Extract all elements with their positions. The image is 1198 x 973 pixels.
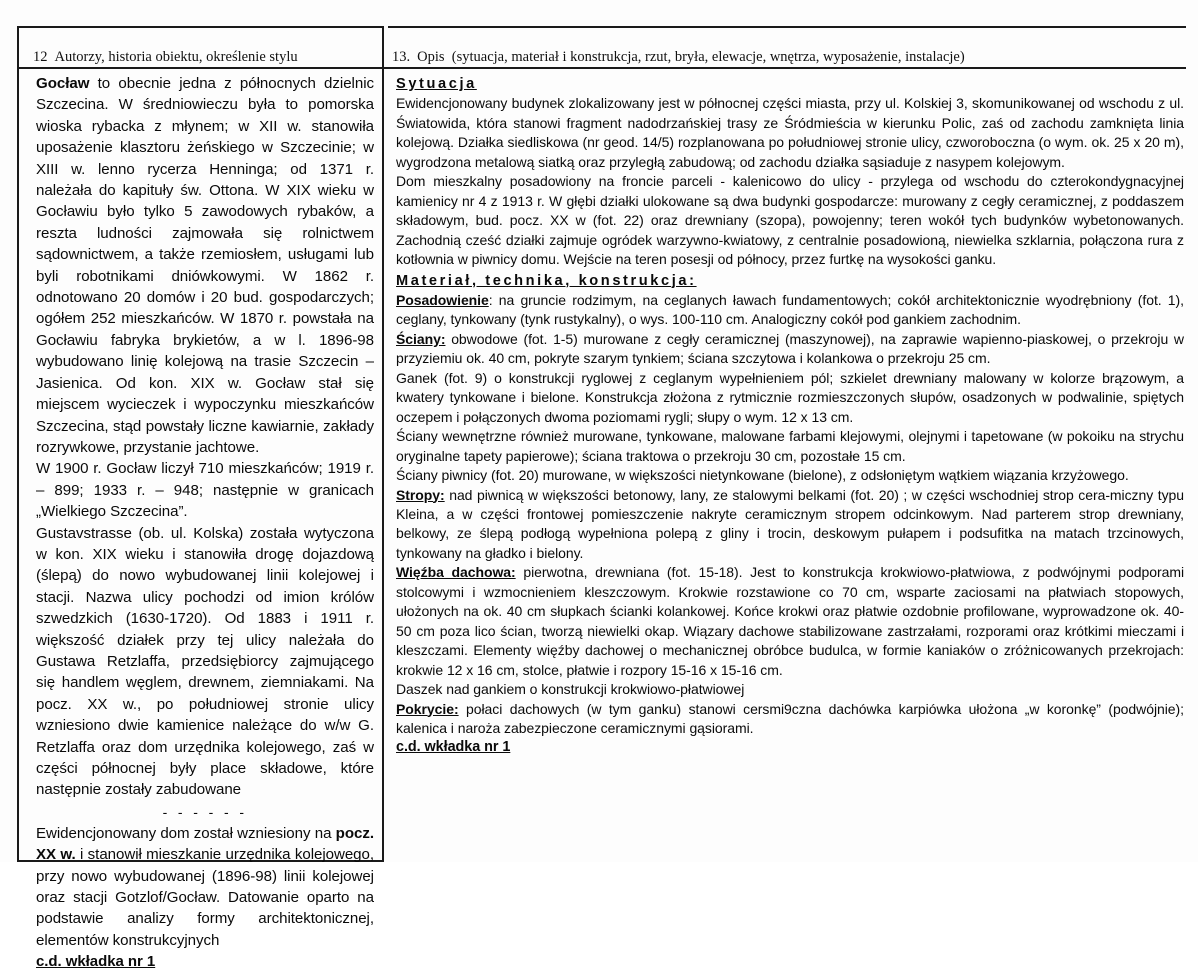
left-column-body	[36, 73, 374, 973]
sytuacja-paragraph-2: Dom mieszkalny posadowiony na froncie parceli - kalenicowo do ulicy - przylega od wschodu do czterokondygnacyjnej kamienicy nr 4 z 1913 r. W głębi działki ulokowane są dwa budynki gospodarcze: murowany z cegły ceramicznej, z poddaszem składowym, bud. pocz. XX w (fot. 22) oraz drewniany (szopa), powojenny; teren wokół tych budynków wybetonowanych. Zachodnią cześć działki zajmuje ogródek warzywno-kwiatowy, z centralnie posadowioną, niewielka szklarnia, połączona rura z kotłownia w piwnicy domu. Wejście na teren posesji od północy, przez furtkę na wysokości ganku.	[396, 173, 1184, 268]
entry-sciany-text: obwodowe (fot. 1-5) murowane z cegły ceramicznej (maszynowej), na zaprawie wapienno-piaskowej, o przekroju w przyziemiu ok. 40 cm, pokryte szarym tynkiem; ściana szczytowa i kolankowa o przekroju 25 cm.	[396, 330, 1184, 367]
entry-posadowienie-text: na gruncie rodzimym, na ceglanych ławach fundamentowych; cokół architektonicznie wyodrębniony (fot. 1), ceglany, tynkowany (tynk rustykalny), o wys. 100-110 cm. Analogiczny cokół pod gankiem zachodnim.	[396, 291, 1184, 328]
page-border-left	[17, 26, 19, 862]
right-column-header	[392, 49, 965, 66]
right-column-body	[396, 73, 1184, 758]
left-column-header-number: 12	[33, 49, 48, 65]
entry-stropy-label: Stropy:	[396, 486, 445, 503]
header-rule-right	[384, 67, 1186, 69]
entry-wiezba-dachowa	[396, 563, 1184, 680]
paragraph-historia-1-lead: Gocław	[36, 75, 90, 92]
entry-wiezba-dachowa-label: Więźba dachowa:	[396, 564, 516, 581]
left-column-header-title: Autorzy, historia obiektu, określenie stylu	[54, 49, 298, 65]
sytuacja-paragraph-1: Ewidencjonowany budynek zlokalizowany jest w północnej części miasta, przy ul. Kolskiej 3, skomunikowanej od wschodu z ul. Światowida, która stanowi fragment nadodrzańskiej trasy ze Śródmieścia w kierunku Polic, zaś od zachodu zamknięta linia kolejową. Działka siedliskowa (nr geod. 14/5) rozplanowana po południowej stronie ulicy, czworoboczna (o wym. ok. 25 x 20 m), wygrodzona metalową siatką oraz przyległą zabudową; od zachodu działka sąsiaduje z nasypem kolejowym.	[396, 95, 1184, 170]
entry-wiezba-dachowa-text: pierwotna, drewniana (fot. 15-18). Jest to konstrukcja krokwiowo-płatwiowa, z podwójnymi podporami stolcowymi i wzmocnieniem kleszczowym. Krokwie rozstawione co 70 cm, wsparte zaciosami na płatwiach stopowych, ułożonych na ok. 40 cm słupkach ścianki kolankowej. Końce krokwi oraz płatwie ozdobnie profilowane, wyprowadzone ok. 40-50 cm poza lico ścian, tworzą niewielki okap. Wiązary dachowe stabilizowane zastrzałami, rozporami oraz krótkimi mieczami i kleszczami. Elementy więźby dachowej o mechanicznej obróbce budulca, w formie kaniaków o zróżnicowanych przekrojach: krokwie 12 x 16 cm, stolce, płatwie i rozpory 15-16 x 15-16 cm.	[396, 564, 1184, 678]
paragraph-historia-1	[36, 73, 374, 458]
entry-stropy-text: nad piwnicą w większości betonowy, lany, ze stalowymi belkami (fot. 20) ; w części wschodniej strop cera-miczny typu Kleina, a w części frontowej pomieszczenie nakryte ceramicznym stropem odcinkowym. Nad parterem strop drewniany, belkowy, ze ślepą podłogą wypełniona polepą z gliny i trocin, deskowym pułapem i podsufitka na matach trzcinowych, tynkowany na gładko i bielony.	[396, 486, 1184, 561]
paragraph-closing-before: Ewidencjonowany dom został wzniesiony na	[36, 824, 336, 842]
page-border-top-left	[17, 26, 382, 28]
right-column-header-title: Opis	[417, 49, 445, 65]
material-paragraph-ganek: Ganek (fot. 9) o konstrukcji ryglowej z ceglanym wypełnieniem pól; szkielet drewniany malowany w kolorze brązowym, a kwatery tynkowane i bielone. Konstrukcja złożona z rytmicznie rozmieszczonych słupów, osadzonych w podwalinie, spiętych oczepem i połączonych dwoma poziomami rygli; słupy o wym. 12 x 13 cm.	[396, 369, 1184, 425]
entry-sciany	[396, 330, 1184, 369]
right-column-header-subtitle: (sytuacja, materiał i konstrukcja, rzut, bryła, elewacje, wnętrza, wyposażenie, instalacje)	[451, 49, 965, 65]
section-title-sytuacja: Sytuacja	[396, 76, 477, 92]
paragraph-closing	[36, 823, 374, 951]
entry-sciany-label: Ściany:	[396, 330, 446, 347]
entry-pokrycie	[396, 700, 1184, 739]
entry-posadowienie-colon: :	[488, 291, 493, 308]
paragraph-closing-bold: pocz. XX w.	[36, 824, 374, 864]
entry-pokrycie-text: połaci dachowych (w tym ganku) stanowi cersmi9czna dachówka karpiówka ułożona „w koronkę” (podwójnie); kalenica i naroża zabezpieczone ceramicznymi gąsiorami.	[396, 700, 1184, 736]
left-column-header	[33, 49, 298, 66]
entry-posadowienie	[396, 291, 1184, 330]
paragraph-closing-after: i stanowił mieszkanie urzędnika kolejowego, przy nowo wybudowanej (1896-98) linii kolejowej oraz stacji Gotzlof/Gocław. Datowanie oparto na podstawie analizy formy architektonicznej, elementów konstrukcyjnych	[36, 846, 375, 949]
entry-pokrycie-label: Pokrycie:	[396, 700, 459, 717]
right-column-header-number: 13.	[392, 49, 411, 65]
header-rule-left	[19, 67, 382, 69]
column-divider	[382, 26, 384, 862]
paragraph-historia-3: Gustavstrasse (ob. ul. Kolska) została wytyczona w kon. XIX wieku i stanowiła drogę dojazdową (ślepą) do nowo wybudowanej linii kolejowej i stacji. Nazwa ulicy pochodzi od imion królów szwedzkich (1630-1720). Od 1883 i 1911 r. większość działek przy tej ulicy należała do Gustawa Retzlaffa, przedsiębiorcy zajmującego się handlem węglem, drewnem, ziemniakami. Na pocz. XX w., po południowej stronie ulicy wzniesiono dwie kamienice należące do w/w G. Retzlaffa oraz dom urzędnika kolejowego, zaś w części północnej były place składowe, które następnie zostały zabudowane	[36, 524, 374, 799]
left-footer-note: c.d. wkładka nr 1	[36, 953, 156, 971]
dashed-separator: - - - - - -	[162, 803, 248, 820]
paragraph-historia-1-text: to obecnie jedna z północnych dzielnic Szczecina. W średniowieczu była to pomorska wioska rybacka z młynem; w XII w. stanowiła uposażenie klasztoru żeńskiego w Szczecinie; w XIII w. lenno rycerza Henninga; od 1371 r. należała do kapituły św. Ottona. W XIX wieku w Gocławiu było tylko 5 zawodowych rybaków, a reszta ludności zajmowała się rolnictwem sądownictwem, a także rzemiosłem, usługami lub byli robotnikami dniówkowymi. W 1862 r. odnotowano 20 domów i 20 bud. gospodarczych; ogółem 252 mieszkańców. W 1870 r. powstała na Gocławiu fabryka brykietów, a w l. 1896-98 wybudowano linię kolejową na trasie Szczecin – Jasienica. Od kon. XIX w. Gocław stał się miejscem wycieczek i wypoczynku mieszkańców Szczecina, stąd powstały liczne kawiarnie, zakłady rozrywkowe, przystanie jachtowe.	[36, 75, 374, 456]
right-footer-note: c.d. wkładka nr 1	[396, 739, 511, 756]
material-paragraph-daszek: Daszek nad gankiem o konstrukcji krokwiowo-płatwiowej	[396, 681, 745, 698]
material-paragraph-sciany-piwnicy: Ściany piwnicy (fot. 20) murowane, w większości nietynkowane (bielone), z odsłoniętym wątkiem wiązania krzyżowego.	[396, 467, 1129, 484]
entry-stropy	[396, 486, 1184, 564]
entry-posadowienie-label: Posadowienie	[396, 291, 489, 308]
page-border-top-right	[388, 26, 1186, 28]
material-paragraph-sciany-wewnetrzne: Ściany wewnętrzne również murowane, tynkowane, malowane farbami klejowymi, olejnymi i tapetowane (w pokoiku na strychu oryginalne tapety papierowe); ściana traktowa o przekroju 30 cm, pozostałe 15 cm.	[396, 428, 1184, 464]
paragraph-historia-2: W 1900 r. Gocław liczył 710 mieszkańców; 1919 r. – 899; 1933 r. – 948; następnie w granicach „Wielkiego Szczecina”.	[36, 460, 374, 521]
section-title-material: Materiał, technika, konstrukcja:	[396, 272, 697, 289]
